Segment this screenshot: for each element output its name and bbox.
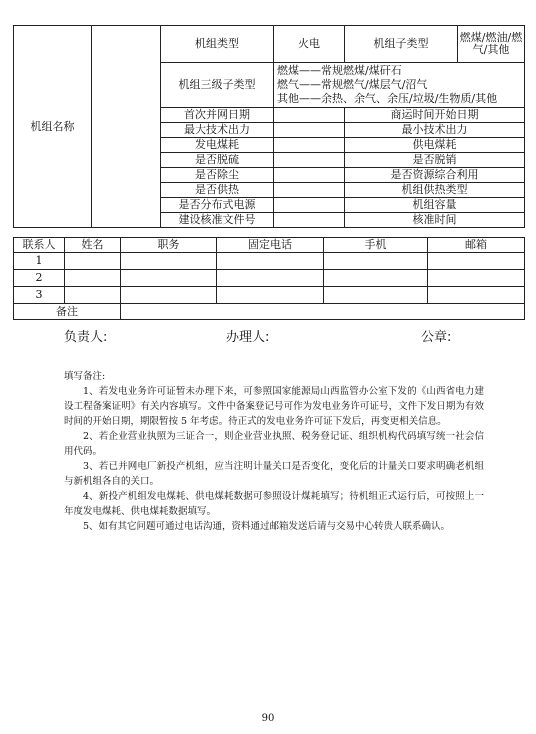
- mobile-cell[interactable]: [324, 270, 428, 287]
- notes-section: [64, 369, 484, 534]
- table-row: [14, 287, 525, 304]
- name-cell[interactable]: [65, 253, 121, 270]
- table-row: [14, 253, 525, 270]
- official-seal-label: 公章:: [421, 330, 452, 345]
- position-header: 职务: [121, 238, 217, 253]
- distributed-source-label: 是否分布式电源: [161, 198, 274, 213]
- approval-doc-label: 建设核准文件号: [161, 213, 274, 228]
- resource-utilization-label: 是否资源综合利用: [345, 168, 525, 183]
- unit-type-label: 机组类型: [161, 26, 274, 63]
- remarks-label: 备注: [14, 304, 121, 320]
- note-item: 1、若发电业务许可证暂未办理下来，可参照国家能源局山西监管办公室下发的《山西省电力建设工程备案证明》有关内容填写。文件中备案登记号可作为发电业务许可证号，文件下发日期为有效时间的开始日期，期限暂按 5 年考虑。待正式的发电业务许可证下发后，再变更相关信息。: [64, 386, 484, 427]
- distributed-source-value[interactable]: [274, 198, 345, 213]
- landline-cell[interactable]: [217, 270, 324, 287]
- level3-option-gas: 燃气——常规燃气/煤层气/沼气: [277, 78, 428, 91]
- approval-doc-value[interactable]: [274, 213, 345, 228]
- email-cell[interactable]: [428, 287, 525, 304]
- dust-removal-label: 是否除尘: [161, 168, 274, 183]
- level3-option-coal: 燃煤——常规燃煤/煤矸石: [277, 64, 402, 77]
- level3-option-other: 其他——余热、余气、余压/垃圾/生物质/其他: [277, 92, 498, 105]
- max-output-value[interactable]: [274, 123, 345, 138]
- supply-coal-consumption-label: 供电煤耗: [345, 138, 525, 153]
- min-output-label: 最小技术出力: [345, 123, 525, 138]
- remarks-value[interactable]: [121, 304, 525, 320]
- contact-header: 联系人: [14, 238, 65, 253]
- heating-type-label: 机组供热类型: [345, 183, 525, 198]
- first-grid-date-label: 首次并网日期: [161, 108, 274, 123]
- position-cell[interactable]: [121, 270, 217, 287]
- note-item: 4、新投产机组发电煤耗、供电煤耗数据可参照设计煤耗填写；待机组正式运行后，可按照上一年度发电煤耗、供电煤耗数据填写。: [64, 491, 484, 517]
- contacts-table: [13, 237, 525, 320]
- landline-cell[interactable]: [217, 253, 324, 270]
- email-cell[interactable]: [428, 270, 525, 287]
- landline-header: 固定电话: [217, 238, 324, 253]
- handler-label: 办理人:: [226, 330, 270, 345]
- unit-info-table: [13, 25, 525, 228]
- mobile-cell[interactable]: [324, 253, 428, 270]
- note-item: 5、如有其它问题可通过电话沟通，资料通过邮箱发送后请与交易中心转贵人联系确认。: [83, 521, 451, 532]
- note-item: 2、若企业营业执照为三证合一，则企业营业执照、税务登记证、组织机构代码填写统一社会信用代码。: [64, 431, 484, 457]
- desulfurization-label: 是否脱硫: [161, 153, 274, 168]
- mobile-header: 手机: [324, 238, 428, 253]
- commercial-start-date-label: 商运时间开始日期: [345, 108, 525, 123]
- notes-title: 填写备注:: [64, 371, 106, 382]
- unit-level3-options[interactable]: [274, 63, 525, 108]
- gen-coal-consumption-value[interactable]: [274, 138, 345, 153]
- row-number: 2: [14, 270, 65, 287]
- table-row: [14, 270, 525, 287]
- unit-level3-label: 机组三级子类型: [161, 63, 274, 108]
- email-cell[interactable]: [428, 253, 525, 270]
- heating-value[interactable]: [274, 183, 345, 198]
- email-header: 邮箱: [428, 238, 525, 253]
- position-cell[interactable]: [121, 253, 217, 270]
- name-header: 姓名: [65, 238, 121, 253]
- unit-type-value[interactable]: 火电: [274, 26, 345, 63]
- desulfurization-value[interactable]: [274, 153, 345, 168]
- landline-cell[interactable]: [217, 287, 324, 304]
- note-item: 3、若已并网电厂新投产机组，应当注明计量关口是否变化，变化后的计量关口要求明确老机组与新机组各自的关口。: [64, 461, 484, 487]
- page-number: 90: [261, 713, 275, 724]
- denitrification-label: 是否脱销: [345, 153, 525, 168]
- unit-capacity-label: 机组容量: [345, 198, 525, 213]
- gen-coal-consumption-label: 发电煤耗: [161, 138, 274, 153]
- row-number: 1: [14, 253, 65, 270]
- responsible-person-label: 负责人:: [64, 330, 108, 345]
- dust-removal-value[interactable]: [274, 168, 345, 183]
- approval-time-label: 核准时间: [345, 213, 525, 228]
- position-cell[interactable]: [121, 287, 217, 304]
- row-number: 3: [14, 287, 65, 304]
- unit-name-label: 机组名称: [14, 26, 92, 228]
- unit-subtype-options[interactable]: 燃煤/燃油/燃气/其他: [458, 26, 525, 63]
- max-output-label: 最大技术出力: [161, 123, 274, 138]
- heating-label: 是否供热: [161, 183, 274, 198]
- unit-subtype-label: 机组子类型: [345, 26, 458, 63]
- mobile-cell[interactable]: [324, 287, 428, 304]
- name-cell[interactable]: [65, 270, 121, 287]
- unit-name-value-cell[interactable]: [92, 26, 161, 228]
- name-cell[interactable]: [65, 287, 121, 304]
- first-grid-date-value[interactable]: [274, 108, 345, 123]
